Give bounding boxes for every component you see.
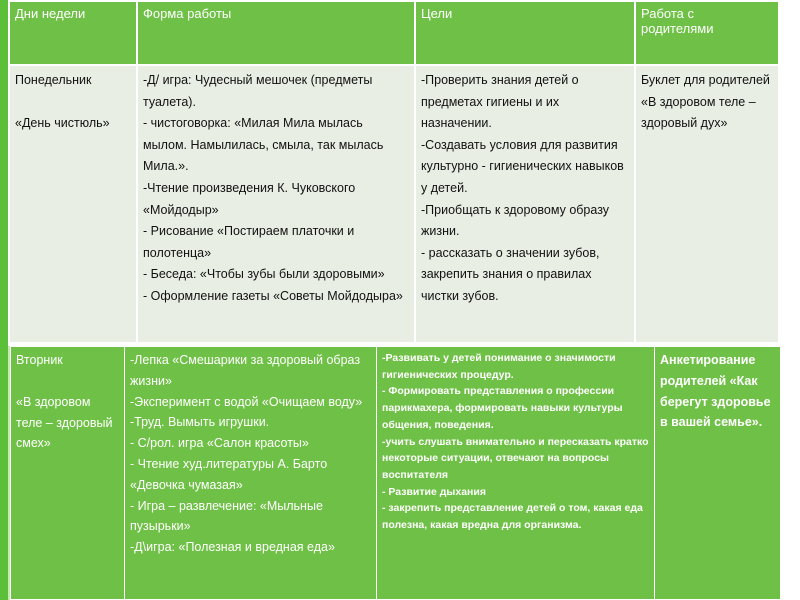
plan-table-monday xyxy=(8,0,780,346)
tuesday-goal-item: - Развитие дыхания xyxy=(382,485,486,498)
monday-work-item: - Рисование «Постираем платочки и полотенца» xyxy=(143,224,355,260)
header-form xyxy=(137,1,415,65)
monday-goal-item: -Проверить знания детей о предметах гигиены и их назначении. xyxy=(421,73,579,131)
monday-day-cell xyxy=(9,65,137,345)
monday-theme: «День чистюль» xyxy=(15,115,110,130)
tuesday-goals-cell xyxy=(377,347,655,600)
monday-work-item: -Д/ игра: Чудесный мешочек (предметы туалета). xyxy=(143,73,373,109)
tuesday-work-item: -Эксперимент с водой «Очищаем воду» xyxy=(130,394,363,409)
monday-work-item: - Беседа: «Чтобы зубы были здоровыми» xyxy=(143,267,385,282)
monday-parents-item: Буклет для родителей xyxy=(641,73,770,87)
monday-work-item: - чистоговорка: «Милая Мила мылась мылом. Намылилась, смыла, так мылась Мила.». xyxy=(143,116,384,174)
monday-goals-cell xyxy=(415,65,635,345)
header-goals-label: Цели xyxy=(421,6,453,21)
header-parents-line2: родителями xyxy=(641,21,714,36)
monday-parents-item: «В здоровом теле – здоровый дух» xyxy=(641,94,756,131)
left-accent-bar xyxy=(0,0,8,600)
header-form-label: Форма работы xyxy=(143,6,232,21)
tuesday-work-item: - С/рол. игра «Салон красоты» xyxy=(130,436,309,451)
monday-goal-item: -Приобщать к здоровому образу жизни. xyxy=(421,202,610,239)
monday-parents-cell xyxy=(635,65,779,345)
header-goals xyxy=(415,1,635,65)
monday-work-item: - Оформление газеты «Советы Мойдодыра» xyxy=(143,288,403,303)
tuesday-work-item: - Чтение худ.литературы А. Барто «Девочка чумазая» xyxy=(130,456,328,492)
tuesday-work-item: -Лепка «Смешарики за здоровый образ жизни» xyxy=(130,353,361,388)
tuesday-parents-cell xyxy=(655,347,781,600)
table-divider xyxy=(8,342,778,345)
header-days-label: Дни недели xyxy=(15,6,86,21)
tuesday-parents-item: Анкетирование родителей «Как берегут здоровье в вашей семье». xyxy=(660,353,771,430)
tuesday-work-cell xyxy=(125,347,377,600)
tuesday-theme: «В здоровом теле – здоровый смех» xyxy=(16,394,113,451)
header-parents-line1: Работа с xyxy=(641,6,695,21)
monday-work-cell xyxy=(137,65,415,345)
plan-table-tuesday xyxy=(10,346,781,600)
monday-work-item: -Чтение произведения К. Чуковского «Мойдодыр» xyxy=(143,180,356,217)
table-row-tuesday xyxy=(11,347,781,600)
tuesday-work-item: -Труд. Вымыть игрушки. xyxy=(130,415,270,430)
tuesday-work-item: -Д\игра: «Полезная и вредная еда» xyxy=(130,540,335,555)
table-row-monday xyxy=(9,65,779,345)
tuesday-goal-item: -Развивать у детей понимание о значимости гигиенических процедур. xyxy=(382,352,616,381)
monday-goal-item: - рассказать о значении зубов, закрепить знания о правилах чистки зубов. xyxy=(421,245,600,303)
monday-goal-item: -Создавать условия для развития культурно - гигиенических навыков у детей. xyxy=(421,137,624,195)
tuesday-day: Вторник xyxy=(16,353,63,367)
tuesday-goal-item: - закрепить представление детей о том, какая еда полезна, какая вредна для организма. xyxy=(382,502,643,532)
header-parents xyxy=(635,1,779,65)
tuesday-work-item: - Игра – развлечение: «Мыльные пузырьки» xyxy=(130,498,323,534)
header-days xyxy=(9,1,137,65)
tuesday-goal-item: -учить слушать внимательно и пересказать кратко некоторые ситуации, отвечают на вопросы воспитателя xyxy=(382,435,649,481)
tuesday-goal-item: - Формировать представления о профессии парикмахера, формировать навыки культуры общения, поведения. xyxy=(382,385,623,431)
tuesday-day-cell xyxy=(11,347,125,600)
slide xyxy=(8,0,778,600)
monday-day: Понедельник xyxy=(15,73,92,87)
table-header-row xyxy=(9,1,779,65)
